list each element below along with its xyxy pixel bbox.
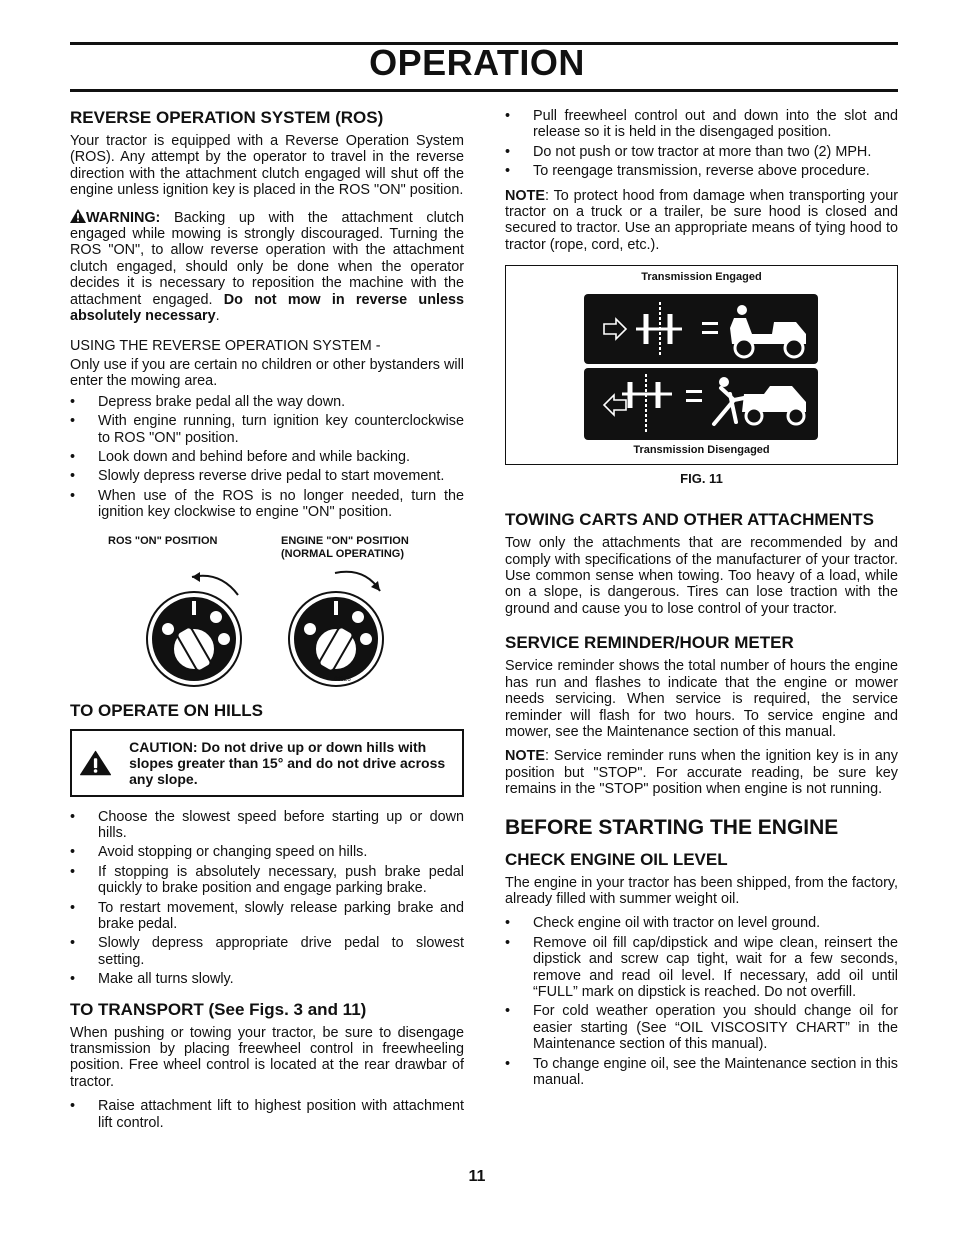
left-column [70,108,464,1139]
using-title: USING THE REVERSE OPERATION SYSTEM - [70,338,381,355]
warning-end: . [215,308,220,325]
list-item: • For cold weather operation you should change oil for easier starting (See “OIL VISCOSITY CHART” in the Maintenance section of this manual). [505,1003,898,1052]
using-text: Only use if you are certain no children or other bystanders will enter the mowing area. [70,356,464,390]
list-item: • Depress brake pedal all the way down. [70,394,464,410]
transmission-diagram [584,294,818,440]
transport-bullets-cont [505,108,898,180]
oil-bullets [505,915,898,1088]
list-item: • Slowly depress appropriate drive pedal to slowest setting. [70,935,464,968]
list-item: • Avoid stopping or changing speed on hills. [70,844,464,860]
service-text: Service reminder shows the total number of hours the engine has run and flashes to indicate that the engine or mower needs servicing. When service is required, the service reminder will flash for two hours. To service engine and mower, see the Maintenance section of this manual. [505,658,898,740]
list-item: • Raise attachment lift to highest position with attachment lift control. [70,1098,464,1131]
note-label: NOTE [505,187,545,204]
ignition-key-figure [70,535,464,695]
service-note-text: : Service reminder runs when the ignition key is in any position but "STOP". For accurate reading, be sure key remains in the "STOP" position when engine is not running. [505,748,898,798]
warning-label: WARNING: [86,209,161,226]
transport-note [505,188,898,254]
list-item: • Make all turns slowly. [70,971,464,987]
transport-heading: TO TRANSPORT (See Figs. 3 and 11) [70,999,367,1019]
list-item: • Remove oil fill cap/dipstick and wipe clean, reinsert the dipstick and screw cap tight, wait for a few seconds, remove and read oil level. If necessary, add oil until “FULL” mark on dipstick is reached. Do not overfill. [505,935,898,1001]
service-note [505,748,898,797]
caution-text: CAUTION: Do not drive up or down hills with slopes greater than 15° and do not drive across any slope. [129,738,446,787]
title-underline [70,89,898,92]
warning-text: Backing up with the attachment clutch engaged while mowing is strongly discouraged. Turning the ROS "ON", to allow reverse operation with the attachment clutch engaged, should only be done when the operator decides it is necessary to reposition the machine with the attachment engaged. [70,209,464,308]
list-item: • Pull freewheel control out and down into the slot and release so it is held in the disengaged position. [505,108,898,141]
ros-warning [70,209,464,325]
page-number: 11 [468,1168,486,1185]
hills-bullets [70,809,464,988]
warning-icon [70,209,86,223]
engine-on-label-line2: (NORMAL OPERATING) [281,547,405,560]
fig-top-label: Transmission Engaged [641,271,762,284]
warning-bold: Do not mow in reverse unless absolutely necessary [70,291,464,325]
caution-icon [80,737,111,789]
list-item: • To change engine oil, see the Maintenance section in this manual. [505,1056,898,1089]
before-heading: BEFORE STARTING THE ENGINE [505,815,839,839]
list-item: • Look down and behind before and while backing. [70,449,464,465]
hills-heading: TO OPERATE ON HILLS [70,700,263,720]
list-item: • When use of the ROS is no longer needed, turn the ignition key clockwise to engine "ON" position. [70,488,464,521]
engine-on-label [281,535,409,561]
oil-heading: CHECK ENGINE OIL LEVEL [505,849,728,869]
service-heading: SERVICE REMINDER/HOUR METER [505,633,794,653]
ros-heading: REVERSE OPERATION SYSTEM (ROS) [70,108,384,127]
transport-bullets [70,1098,464,1131]
figure-11 [505,265,898,465]
caution-box [70,729,464,797]
oil-text: The engine in your tractor has been shipped, from the factory, already filled with summer weight oil. [505,874,898,907]
figure-code: 02826 [334,676,351,683]
fig-bottom-label: Transmission Disengaged [633,444,770,457]
ignition-switch-icon [70,567,464,697]
towing-text: Tow only the attachments that are recommended by and comply with specifications of the manufacturer of your tractor. Use common sense when towing. Too heavy of a load, while on a slope, is dangerous. Tires can lose traction with the ground and cause you to lose control of your tractor. [505,535,898,617]
list-item: • With engine running, turn ignition key counterclockwise to ROS "ON" position. [70,413,464,446]
list-item: • Slowly depress reverse drive pedal to start movement. [70,468,464,484]
list-item: • Check engine oil with tractor on level ground. [505,915,898,931]
list-item: • Do not push or tow tractor at more than two (2) MPH. [505,144,898,160]
list-item: • Choose the slowest speed before starting up or down hills. [70,809,464,842]
right-column [505,108,898,1096]
engine-on-label-line1: ENGINE "ON" POSITION [281,534,409,547]
page-title: OPERATION [369,42,585,83]
transport-text: When pushing or towing your tractor, be sure to disengage transmission by placing freewheel control in freewheeling position. Free wheel control is located at the rear drawbar of tractor. [70,1024,464,1090]
list-item: • To restart movement, slowly release parking brake and brake pedal. [70,900,464,933]
ros-intro: Your tractor is equipped with a Reverse Operation System (ROS). Any attempt by the operator to travel in the reverse direction with the attachment clutch engaged will shut off the engine unless ignition key is placed in the ROS "ON" position. [70,133,464,199]
ros-on-label: ROS "ON" POSITION [108,534,218,547]
note-text: : To protect hood from damage when transporting your tractor on a truck or a trailer, be sure hood is closed and secured to tractor. Use an appropriate means of tying hood to tractor (rope, cord, etc.). [505,187,898,253]
towing-heading: TOWING CARTS AND OTHER ATTACHMENTS [505,510,874,530]
service-note-label: NOTE [505,748,545,765]
ros-bullets [70,394,464,521]
list-item: • If stopping is absolutely necessary, push brake pedal quickly to brake position and engage parking brake. [70,864,464,897]
figure-caption: FIG. 11 [680,471,723,487]
list-item: • To reengage transmission, reverse above procedure. [505,163,898,179]
